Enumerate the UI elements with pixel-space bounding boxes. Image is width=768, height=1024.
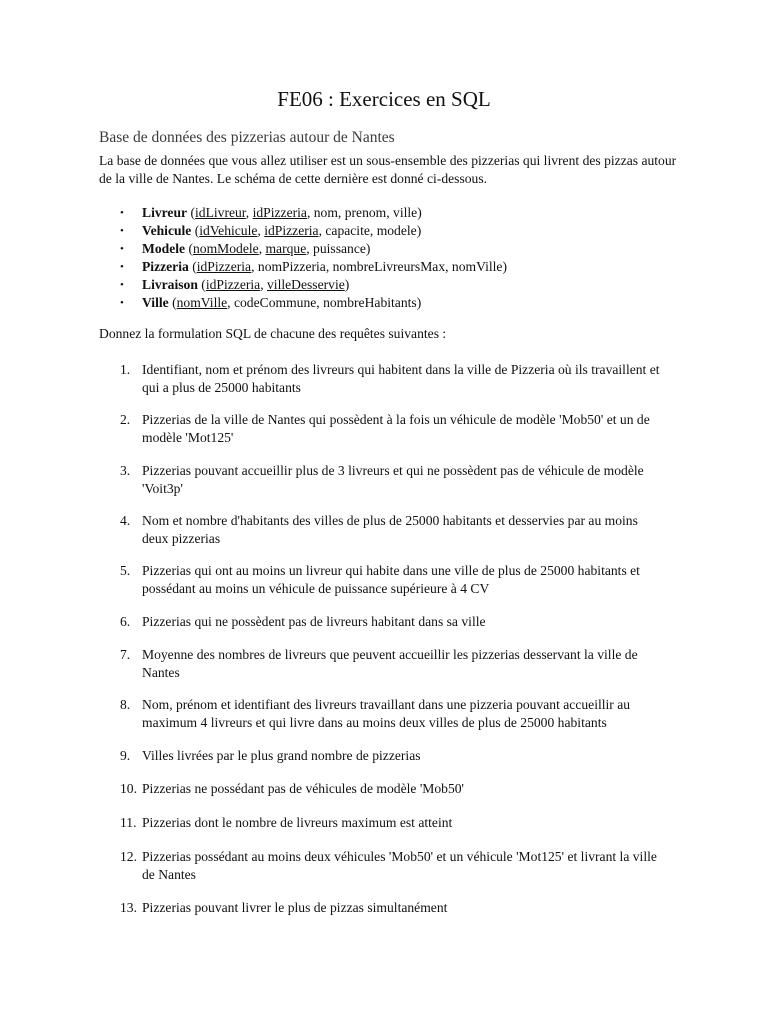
primary-key-attribute: idPizzeria [252, 205, 307, 220]
question-number: 3. [120, 463, 131, 478]
question-number: 9. [120, 748, 131, 763]
question-item [120, 899, 665, 917]
table-name: Livreur [142, 205, 188, 220]
question-number: 7. [120, 647, 131, 662]
schema-list [99, 204, 507, 312]
question-number: 12. [120, 849, 137, 864]
attribute-text: , [258, 241, 266, 256]
question-item [120, 562, 665, 597]
question-item [120, 646, 665, 681]
question-text: Nom et nombre d'habitants des villes de plus de 25000 habitants et desservies par au moins deux pizzerias [142, 513, 638, 546]
primary-key-attribute: idPizzeria [205, 277, 261, 292]
schema-item-ville [99, 294, 507, 312]
attribute-text: , nom, prenom, ville) [306, 205, 422, 220]
question-number: 1. [120, 362, 131, 377]
question-number: 2. [120, 412, 131, 427]
primary-key-attribute: nomVille [176, 295, 228, 310]
attribute-text: ( [191, 223, 200, 238]
schema-item-modele [99, 240, 507, 258]
question-item [120, 747, 665, 765]
table-name: Livraison [142, 277, 198, 292]
primary-key-attribute: villeDesservie [267, 277, 345, 292]
question-item [120, 462, 665, 497]
question-item [120, 848, 665, 883]
table-name: Modele [142, 241, 186, 256]
question-text: Pizzerias pouvant livrer le plus de pizzas simultanément [142, 900, 448, 915]
table-name: Vehicule [142, 223, 192, 238]
bullet-marker: • [120, 243, 124, 255]
attribute-text: , capacite, modele) [318, 223, 422, 238]
schema-item-livreur [99, 204, 507, 222]
table-name: Pizzeria [142, 259, 189, 274]
question-text: Pizzerias possédant au moins deux véhicules 'Mob50' et un véhicule 'Mot125' et livrant la ville de Nantes [142, 849, 657, 882]
attribute-text: ( [188, 259, 197, 274]
question-text: Pizzerias pouvant accueillir plus de 3 livreurs et qui ne possèdent pas de véhicule de modèle 'Voit3p' [142, 463, 644, 496]
attribute-text: ( [185, 241, 193, 256]
bullet-marker: • [120, 207, 124, 219]
question-item [120, 613, 665, 631]
question-number: 8. [120, 697, 131, 712]
schema-item-vehicule [99, 222, 507, 240]
question-number: 5. [120, 563, 131, 578]
instructions-paragraph: Donnez la formulation SQL de chacune des requêtes suivantes : [99, 326, 447, 341]
schema-item-pizzeria [99, 258, 507, 276]
question-text: Pizzerias qui ne possèdent pas de livreurs habitant dans sa ville [142, 614, 486, 629]
attribute-text: ( [197, 277, 206, 292]
attribute-text: , [257, 223, 265, 238]
question-text: Pizzerias qui ont au moins un livreur qui habite dans une ville de plus de 25000 habitants et possédant au moins un véhicule de puissance supérieure à 4 CV [142, 563, 640, 596]
attribute-text: , nomPizzeria, nombreLivreursMax, nomVille) [251, 259, 507, 274]
attribute-text: , [260, 277, 267, 292]
question-text: Villes livrées par le plus grand nombre de pizzerias [142, 748, 421, 763]
bullet-marker: • [120, 261, 124, 273]
question-text: Pizzerias de la ville de Nantes qui possèdent à la fois un véhicule de modèle 'Mob50' et un de modèle 'Mot125' [142, 412, 650, 445]
section-heading: Base de données des pizzerias autour de Nantes [99, 129, 395, 146]
primary-key-attribute: idPizzeria [196, 259, 252, 274]
intro-paragraph: La base de données que vous allez utiliser est un sous-ensemble des pizzerias qui livrent des pizzas autour de la ville de Nantes. Le schéma de cette dernière est donné ci-dessous. [99, 153, 677, 186]
attribute-text: , puissance) [306, 241, 371, 256]
question-text: Moyenne des nombres de livreurs que peuvent accueillir les pizzerias desservant la ville de Nantes [142, 647, 638, 680]
question-number: 10. [120, 781, 137, 796]
primary-key-attribute: idVehicule [199, 223, 258, 238]
question-number: 4. [120, 513, 131, 528]
bullet-marker: • [120, 225, 124, 237]
question-text: Identifiant, nom et prénom des livreurs qui habitent dans la ville de Pizzeria où ils travaillent et qui a plus de 25000 habitants [142, 362, 660, 395]
question-text: Pizzerias dont le nombre de livreurs maximum est atteint [142, 815, 453, 830]
attribute-text: ) [344, 277, 350, 292]
attribute-text: , codeCommune, nombreHabitants) [227, 295, 422, 310]
question-number: 13. [120, 900, 137, 915]
question-text: Nom, prénom et identifiant des livreurs travaillant dans une pizzeria pouvant accueillir au maximum 4 livreurs et qui livre dans au moins deux villes de plus de 25000 habitants [142, 697, 631, 730]
question-item [120, 512, 665, 547]
primary-key-attribute: marque [265, 241, 307, 256]
attribute-text: ( [187, 205, 195, 220]
question-number: 6. [120, 614, 131, 629]
schema-item-livraison [99, 276, 507, 294]
question-item [120, 696, 665, 731]
attribute-text: , [245, 205, 253, 220]
question-item [120, 814, 665, 832]
primary-key-attribute: nomModele [192, 241, 259, 256]
table-name: Ville [142, 295, 169, 310]
question-number: 11. [120, 815, 137, 830]
question-item [120, 361, 665, 396]
bullet-marker: • [120, 279, 124, 291]
question-item [120, 780, 665, 798]
attribute-text: ( [168, 295, 177, 310]
primary-key-attribute: idPizzeria [264, 223, 319, 238]
primary-key-attribute: idLivreur [195, 205, 246, 220]
question-item [120, 411, 665, 446]
bullet-marker: • [120, 297, 124, 309]
question-text: Pizzerias ne possédant pas de véhicules de modèle 'Mob50' [142, 781, 464, 796]
page-title: FE06 : Exercices en SQL [277, 87, 491, 111]
